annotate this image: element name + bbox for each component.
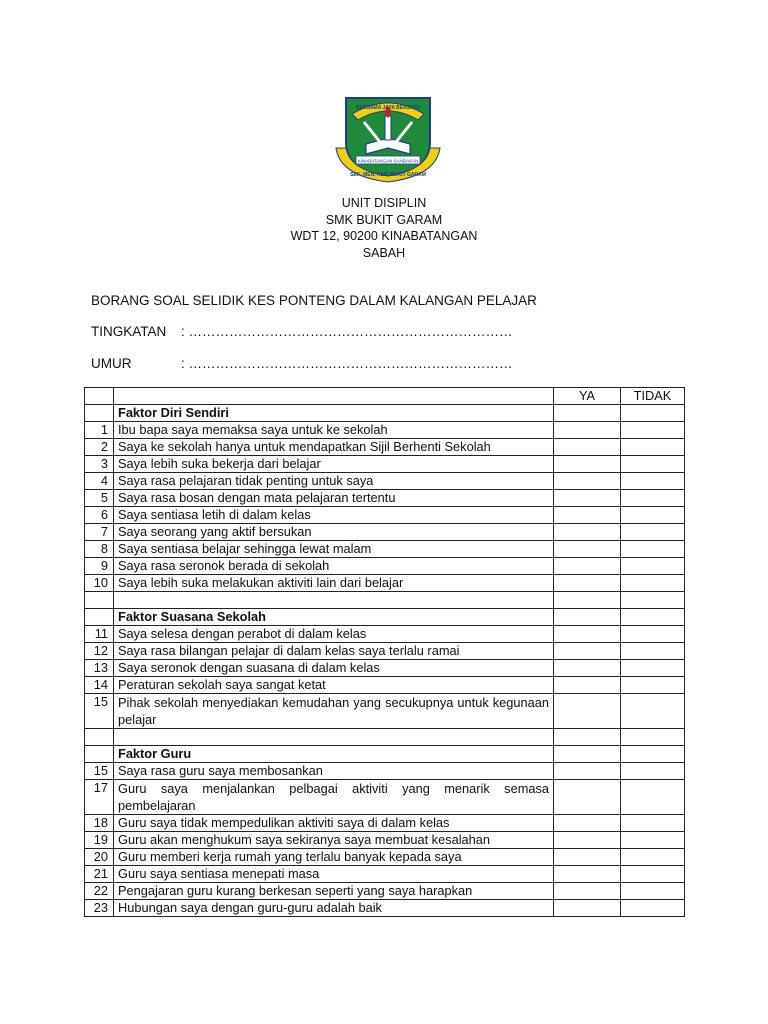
question-statement: Guru saya sentiasa menepati masa: [114, 866, 554, 883]
question-number: 6: [85, 507, 114, 524]
question-statement: Saya rasa pelajaran tidak penting untuk saya: [114, 473, 554, 490]
question-row: [85, 900, 685, 917]
answer-tidak-cell[interactable]: [621, 900, 685, 917]
answer-ya-cell[interactable]: [554, 849, 621, 866]
answer-ya-cell[interactable]: [554, 643, 621, 660]
answer-tidak-cell[interactable]: [621, 849, 685, 866]
header-address: WDT 12, 90200 KINABATANGAN: [290, 229, 478, 243]
answer-tidak-cell[interactable]: [621, 541, 685, 558]
field-tingkatan-label: TINGKATAN: [91, 324, 167, 339]
answer-tidak-cell[interactable]: [621, 507, 685, 524]
answer-ya-cell[interactable]: [554, 541, 621, 558]
question-number: 3: [85, 456, 114, 473]
table-header-row: [85, 388, 685, 405]
question-number: 9: [85, 558, 114, 575]
question-row: [85, 439, 685, 456]
question-number: 21: [85, 866, 114, 883]
question-statement: Saya rasa bosan dengan mata pelajaran tertentu: [114, 490, 554, 507]
empty-cell: [621, 609, 685, 626]
crest-motto-text: BERSAMA JAYA BERSATU: [356, 105, 420, 111]
questionnaire-body: [85, 405, 685, 917]
question-row: [85, 524, 685, 541]
question-row: [85, 422, 685, 439]
question-statement: Saya seronok dengan suasana di dalam kelas: [114, 660, 554, 677]
answer-tidak-cell[interactable]: [621, 780, 685, 815]
section-header-row: [85, 405, 685, 422]
empty-cell: [114, 729, 554, 746]
answer-tidak-cell[interactable]: [621, 677, 685, 694]
section-header-row: [85, 609, 685, 626]
answer-tidak-cell[interactable]: [621, 763, 685, 780]
answer-tidak-cell[interactable]: [621, 866, 685, 883]
question-row: [85, 694, 685, 729]
question-row: [85, 558, 685, 575]
answer-ya-cell[interactable]: [554, 490, 621, 507]
spacer-row: [85, 592, 685, 609]
question-statement: Saya selesa dengan perabot di dalam kelas: [114, 626, 554, 643]
empty-cell: [554, 592, 621, 609]
empty-cell: [621, 746, 685, 763]
question-number: 8: [85, 541, 114, 558]
empty-cell: [85, 609, 114, 626]
school-crest-logo: [330, 92, 446, 184]
question-number: 10: [85, 575, 114, 592]
crest-school-name-text: SEK. MEN. KEB. BUKIT GARAM: [350, 172, 426, 178]
answer-ya-cell[interactable]: [554, 780, 621, 815]
answer-tidak-cell[interactable]: [621, 439, 685, 456]
answer-tidak-cell[interactable]: [621, 694, 685, 729]
question-number: 5: [85, 490, 114, 507]
question-statement: Saya sentiasa belajar sehingga lewat malam: [114, 541, 554, 558]
answer-ya-cell[interactable]: [554, 866, 621, 883]
question-row: [85, 866, 685, 883]
field-umur[interactable]: [91, 356, 513, 371]
question-row: [85, 575, 685, 592]
answer-tidak-cell[interactable]: [621, 558, 685, 575]
question-number: 13: [85, 660, 114, 677]
question-row: [85, 473, 685, 490]
answer-ya-cell[interactable]: [554, 900, 621, 917]
answer-tidak-cell[interactable]: [621, 575, 685, 592]
answer-tidak-cell[interactable]: [621, 626, 685, 643]
answer-ya-cell[interactable]: [554, 507, 621, 524]
question-number: 11: [85, 626, 114, 643]
header-unit: UNIT DISIPLIN: [341, 196, 427, 210]
question-statement: Guru saya tidak mempedulikan aktiviti saya di dalam kelas: [114, 815, 554, 832]
field-tingkatan-blank[interactable]: : ………………………………………………………………: [181, 324, 513, 339]
empty-cell: [554, 405, 621, 422]
empty-cell: [85, 746, 114, 763]
answer-tidak-cell[interactable]: [621, 473, 685, 490]
crest-banner-text: KINABATANGAN SANDAKAN: [357, 158, 419, 164]
questionnaire-table: [84, 387, 685, 917]
question-statement: Peraturan sekolah saya sangat ketat: [114, 677, 554, 694]
answer-tidak-cell[interactable]: [621, 832, 685, 849]
question-number: 14: [85, 677, 114, 694]
answer-tidak-cell[interactable]: [621, 524, 685, 541]
answer-ya-cell[interactable]: [554, 763, 621, 780]
answer-tidak-cell[interactable]: [621, 660, 685, 677]
question-number: 23: [85, 900, 114, 917]
question-row: [85, 780, 685, 815]
question-row: [85, 507, 685, 524]
header-state: SABAH: [362, 245, 406, 260]
answer-tidak-cell[interactable]: [621, 643, 685, 660]
question-row: [85, 815, 685, 832]
question-statement: Guru saya menjalankan pelbagai aktiviti yang menarik semasa pembelajaran: [114, 780, 554, 815]
question-statement: Saya ke sekolah hanya untuk mendapatkan Sijil Berhenti Sekolah: [114, 439, 554, 456]
header-statement-cell: [114, 388, 554, 405]
question-number: 20: [85, 849, 114, 866]
question-statement: Pihak sekolah menyediakan kemudahan yang secukupnya untuk kegunaan pelajar: [114, 694, 554, 729]
answer-tidak-cell[interactable]: [621, 456, 685, 473]
header-tidak: TIDAK: [621, 388, 685, 405]
answer-ya-cell[interactable]: [554, 456, 621, 473]
question-row: [85, 490, 685, 507]
answer-ya-cell[interactable]: [554, 575, 621, 592]
answer-tidak-cell[interactable]: [621, 490, 685, 507]
question-row: [85, 541, 685, 558]
empty-cell: [85, 592, 114, 609]
question-number: 22: [85, 883, 114, 900]
answer-ya-cell[interactable]: [554, 626, 621, 643]
empty-cell: [114, 592, 554, 609]
empty-cell: [554, 729, 621, 746]
field-tingkatan[interactable]: [91, 324, 513, 339]
header-school-name: SMK BUKIT GARAM: [325, 212, 443, 227]
crest-torch-icon: [385, 116, 391, 140]
answer-ya-cell[interactable]: [554, 439, 621, 456]
answer-ya-cell[interactable]: [554, 883, 621, 900]
empty-cell: [554, 746, 621, 763]
question-number: 17: [85, 780, 114, 815]
question-statement: Guru akan menghukum saya sekiranya saya membuat kesalahan: [114, 832, 554, 849]
question-number: 7: [85, 524, 114, 541]
school-address-header: [0, 195, 768, 261]
empty-cell: [621, 405, 685, 422]
answer-ya-cell[interactable]: [554, 660, 621, 677]
answer-ya-cell[interactable]: [554, 422, 621, 439]
answer-ya-cell[interactable]: [554, 558, 621, 575]
question-number: 1: [85, 422, 114, 439]
question-row: [85, 456, 685, 473]
question-statement: Saya sentiasa letih di dalam kelas: [114, 507, 554, 524]
header-num-cell: [85, 388, 114, 405]
question-statement: Saya rasa seronok berada di sekolah: [114, 558, 554, 575]
question-statement: Guru memberi kerja rumah yang terlalu banyak kepada saya: [114, 849, 554, 866]
question-number: 2: [85, 439, 114, 456]
answer-tidak-cell[interactable]: [621, 815, 685, 832]
section-title: Faktor Suasana Sekolah: [114, 609, 554, 626]
empty-cell: [554, 609, 621, 626]
question-row: [85, 677, 685, 694]
header-ya: YA: [554, 388, 621, 405]
empty-cell: [621, 729, 685, 746]
field-umur-label: UMUR: [91, 356, 132, 371]
question-row: [85, 660, 685, 677]
question-statement: Ibu bapa saya memaksa saya untuk ke sekolah: [114, 422, 554, 439]
empty-cell: [85, 729, 114, 746]
question-number: 12: [85, 643, 114, 660]
answer-ya-cell[interactable]: [554, 473, 621, 490]
section-title: Faktor Diri Sendiri: [114, 405, 554, 422]
question-row: [85, 626, 685, 643]
question-number: 19: [85, 832, 114, 849]
question-statement: Pengajaran guru kurang berkesan seperti yang saya harapkan: [114, 883, 554, 900]
answer-tidak-cell[interactable]: [621, 883, 685, 900]
answer-ya-cell[interactable]: [554, 694, 621, 729]
answer-ya-cell[interactable]: [554, 524, 621, 541]
question-statement: Saya lebih suka melakukan aktiviti lain dari belajar: [114, 575, 554, 592]
question-statement: Hubungan saya dengan guru-guru adalah baik: [114, 900, 554, 917]
answer-ya-cell[interactable]: [554, 832, 621, 849]
question-row: [85, 832, 685, 849]
question-number: 15: [85, 694, 114, 729]
question-statement: Saya rasa guru saya membosankan: [114, 763, 554, 780]
empty-cell: [621, 592, 685, 609]
field-umur-blank[interactable]: : ………………………………………………………………: [181, 356, 513, 371]
question-number: 18: [85, 815, 114, 832]
question-row: [85, 849, 685, 866]
question-statement: Saya lebih suka bekerja dari belajar: [114, 456, 554, 473]
question-statement: Saya seorang yang aktif bersukan: [114, 524, 554, 541]
empty-cell: [85, 405, 114, 422]
question-row: [85, 763, 685, 780]
question-number: 15: [85, 763, 114, 780]
section-title: Faktor Guru: [114, 746, 554, 763]
question-number: 4: [85, 473, 114, 490]
answer-ya-cell[interactable]: [554, 815, 621, 832]
question-statement: Saya rasa bilangan pelajar di dalam kelas saya terlalu ramai: [114, 643, 554, 660]
question-row: [85, 643, 685, 660]
spacer-row: [85, 729, 685, 746]
section-header-row: [85, 746, 685, 763]
form-title: BORANG SOAL SELIDIK KES PONTENG DALAM KALANGAN PELAJAR: [91, 293, 537, 308]
answer-tidak-cell[interactable]: [621, 422, 685, 439]
question-row: [85, 883, 685, 900]
answer-ya-cell[interactable]: [554, 677, 621, 694]
